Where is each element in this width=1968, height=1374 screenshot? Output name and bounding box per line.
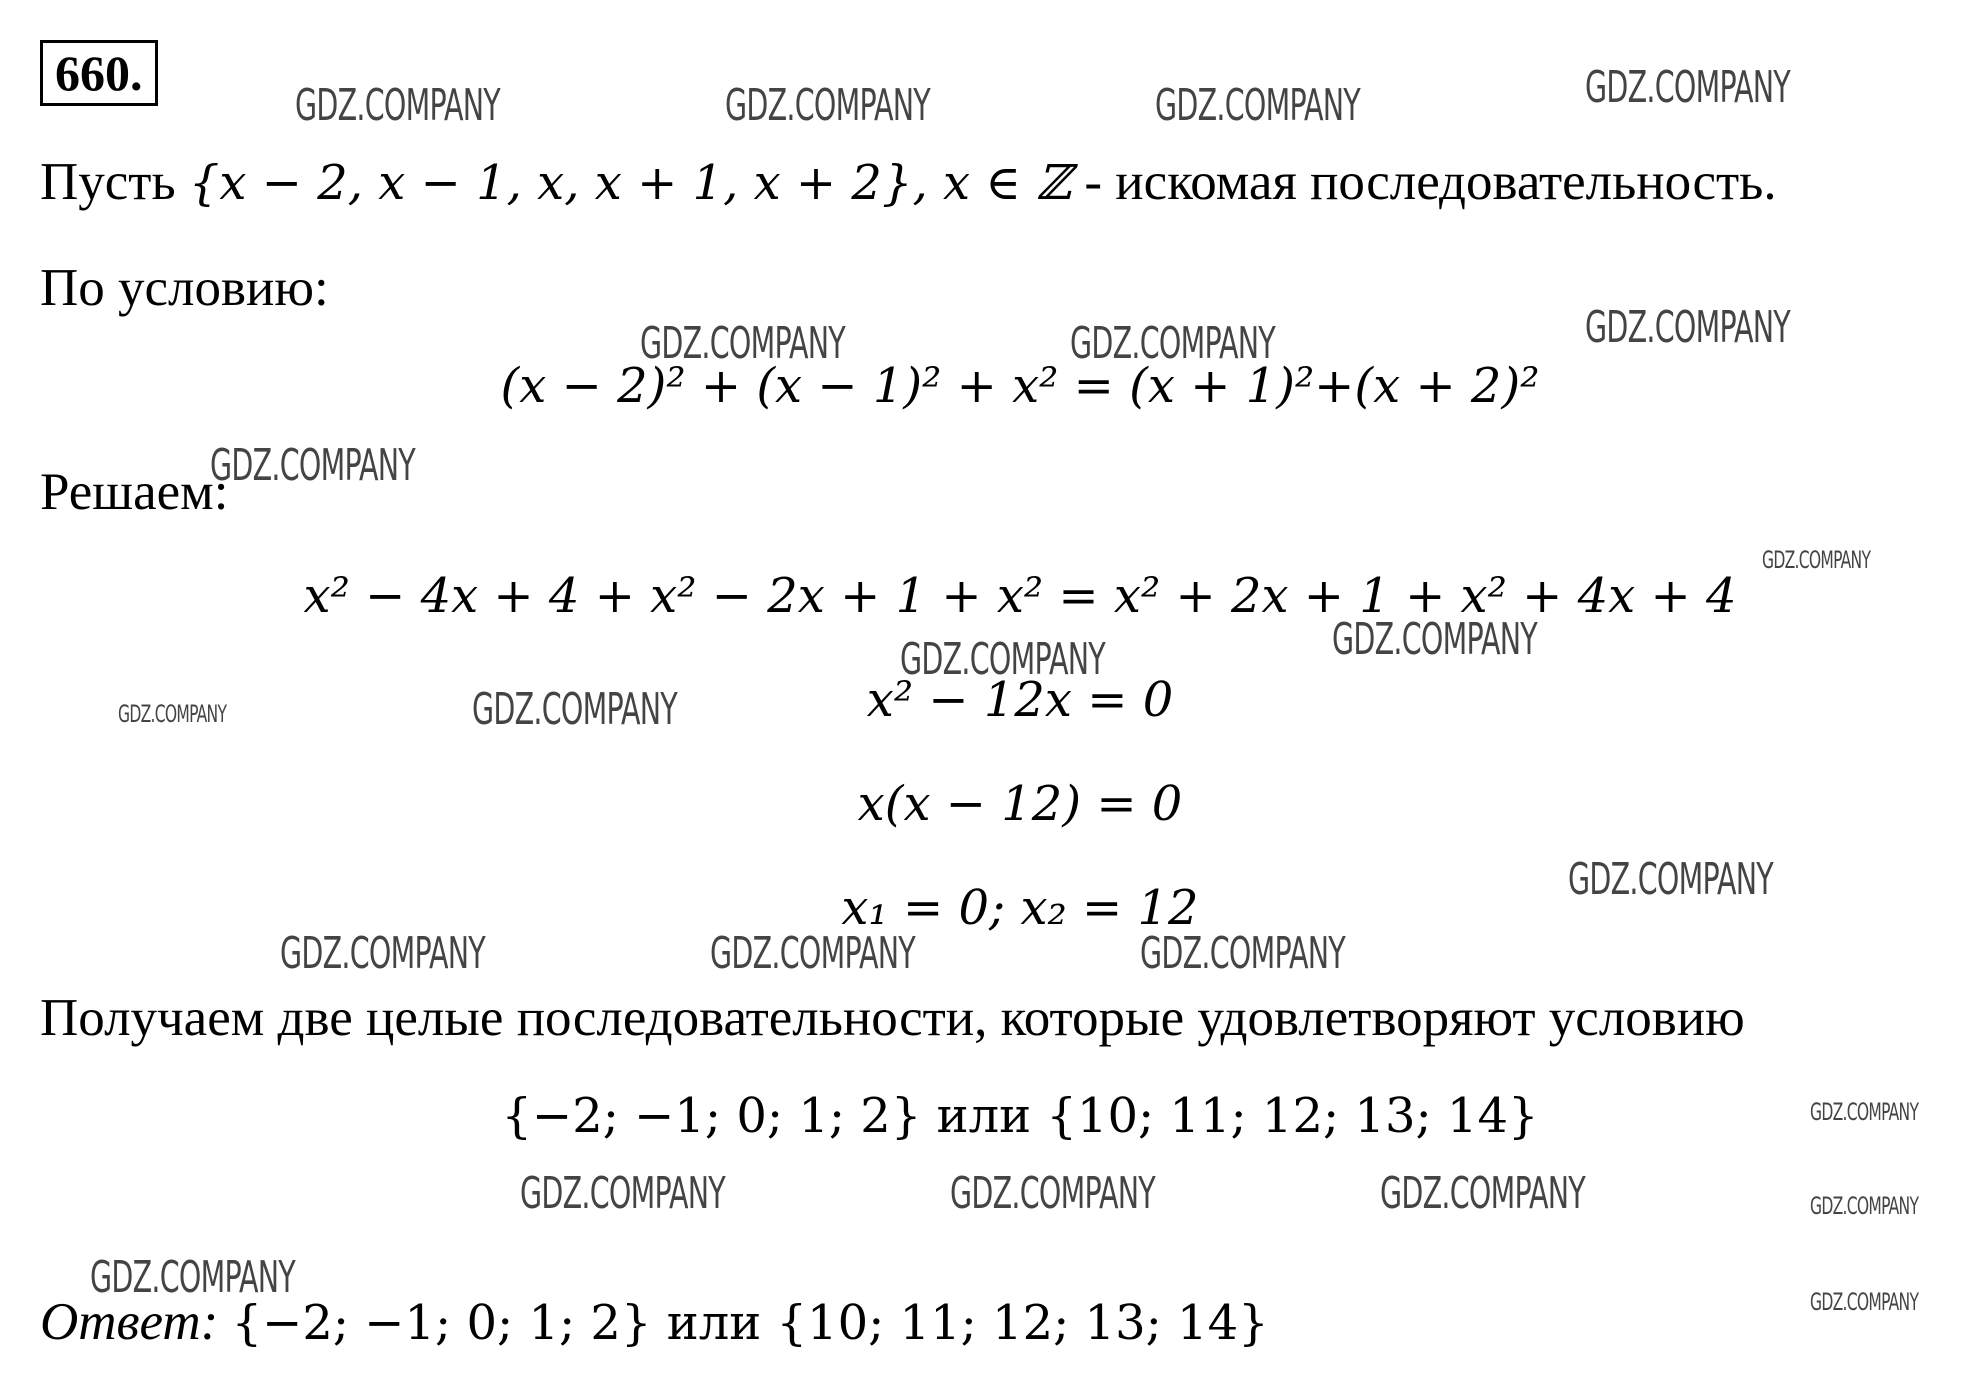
watermark: GDZ.COMPANY [725, 80, 930, 131]
watermark: GDZ.COMPANY [1332, 614, 1537, 665]
watermark: GDZ.COMPANY [1762, 546, 1871, 574]
watermark: GDZ.COMPANY [1140, 928, 1345, 979]
watermark: GDZ.COMPANY [280, 928, 485, 979]
solve-label: Решаем: [40, 463, 229, 521]
intro-suffix: - искомая последовательность. [1071, 153, 1777, 211]
watermark: GDZ.COMPANY [1810, 1192, 1919, 1220]
watermark: GDZ.COMPANY [1380, 1168, 1585, 1219]
equation-step-2: x² − 12x = 0 [866, 672, 1174, 728]
watermark: GDZ.COMPANY [472, 684, 677, 735]
watermark: GDZ.COMPANY [1810, 1288, 1919, 1316]
result-sets: {−2; −1; 0; 1; 2} или {10; 11; 12; 13; 14} [501, 1088, 1539, 1144]
main-equation: (x − 2)² + (x − 1)² + x² = (x + 1)²+(x + 2)² [500, 358, 1540, 414]
intro-line [40, 152, 1777, 212]
watermark: GDZ.COMPANY [1155, 80, 1360, 131]
watermark: GDZ.COMPANY [640, 318, 845, 369]
watermark: GDZ.COMPANY [900, 634, 1105, 685]
equation-step-4: x₁ = 0; x₂ = 12 [841, 880, 1199, 936]
condition-label: По условию: [40, 259, 329, 317]
watermark: GDZ.COMPANY [950, 1168, 1155, 1219]
result-text: Получаем две целые последовательности, которые удовлетворяют условию [40, 989, 1745, 1047]
watermark: GDZ.COMPANY [210, 440, 415, 491]
watermark: GDZ.COMPANY [1585, 302, 1790, 353]
watermark: GDZ.COMPANY [1810, 1098, 1919, 1126]
watermark: GDZ.COMPANY [90, 1252, 295, 1303]
watermark: GDZ.COMPANY [1585, 62, 1790, 113]
equation-step-3: x(x − 12) = 0 [857, 776, 1183, 832]
watermark: GDZ.COMPANY [118, 700, 227, 728]
watermark: GDZ.COMPANY [1070, 318, 1275, 369]
watermark: GDZ.COMPANY [710, 928, 915, 979]
watermark: GDZ.COMPANY [520, 1168, 725, 1219]
problem-number: 660. [40, 40, 158, 106]
intro-prefix: Пусть [40, 153, 189, 211]
answer-value: {−2; −1; 0; 1; 2} или {10; 11; 12; 13; 14} [231, 1295, 1269, 1351]
watermark: GDZ.COMPANY [295, 80, 500, 131]
intro-math: {x − 2, x − 1, x, x + 1, x + 2}, x ∈ ℤ [188, 155, 1072, 211]
answer-label: Ответ: [40, 1293, 219, 1351]
watermark: GDZ.COMPANY [1568, 854, 1773, 905]
equation-step-1: x² − 4x + 4 + x² − 2x + 1 + x² = x² + 2x + 1 + x² + 4x + 4 [303, 568, 1737, 624]
